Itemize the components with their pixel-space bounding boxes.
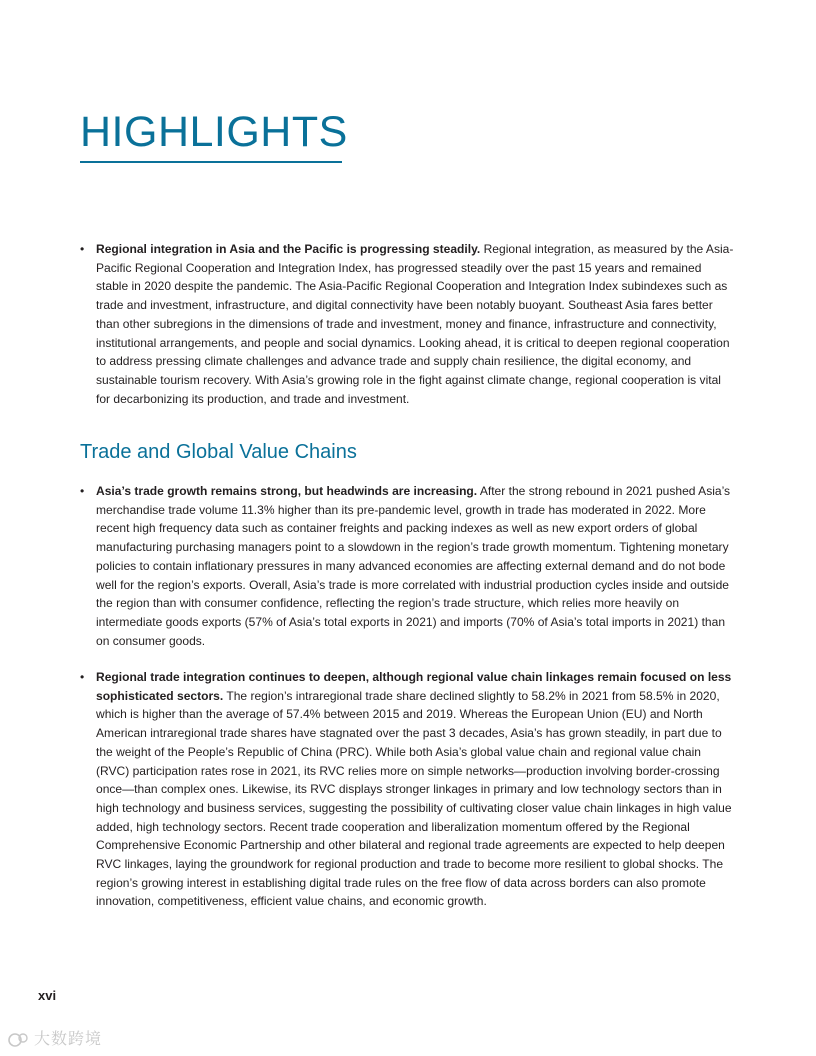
watermark-text: 大数跨境 [34,1031,103,1048]
page-title: HIGHLIGHTS [80,108,348,156]
bullet-marker: • [80,242,85,256]
bullet-lead: Regional trade integration continues to deepen, although regional value chain linkages remain focused on less sophisticated sectors. [96,670,732,703]
trade-integration-bullet [80,668,736,911]
bullet-body: Regional integration, as measured by the Asia-Pacific Regional Cooperation and Integration Index, has progressed steadily over the past 15 years and remained stable in 2020 despite the pandemic. The Asia-Pacific Regional Cooperation and Integration Index subindexes such as trade and investment, infrastructure, and digital connectivity have been notably buoyant. Southeast Asia fares better than other subregions in the dimensions of trade and investment, money and finance, infrastructure and connectivity, institutional arrangements, and people and social dynamics. Looking ahead, it is critical to deepen regional cooperation to address pressing climate challenges and advance trade and supply chain resilience, the digital economy, and sustainable tourism recovery. With Asia’s growing role in the fight against climate change, regional cooperation is vital for decarbonizing its production, and trade and investment. [96,242,734,406]
bullet-marker: • [80,484,85,498]
section-heading: Trade and Global Value Chains [80,441,357,463]
watermark-logo-icon [8,1031,30,1049]
bullet-lead: Asia’s trade growth remains strong, but headwinds are increasing. [96,484,478,498]
bullet-text [96,482,736,650]
bullet-body: The region’s intraregional trade share declined slightly to 58.2% in 2021 from 58.5% in 2020, which is higher than the average of 57.4% between 2015 and 2019. Whereas the European Union (EU) and North American intraregional trade shares have stagnated over the past 3 decades, Asia’s has grown steadily, in part due to the weight of the People’s Republic of China (PRC). While both Asia’s global value chain and regional value chain (RVC) participation rates rose in 2021, its RVC relies more on simple networks—production involving border-crossing once—than complex ones. Likewise, its RVC displays stronger linkages in primary and low technology sectors than in high technology and business services, suggesting the possibility of cultivating closer value chain linkages in high value added, high technology sectors. Recent trade cooperation and liberalization momentum offered by the Regional Comprehensive Economic Partnership and other bilateral and regional trade agreements are expected to help deepen RVC linkages, laying the groundwork for regional production and trade to become more resilient to global shocks. The region’s growing interest in establishing digital trade rules on the free flow of data across borders can also promote innovation, competitiveness, efficient value chains, and economic growth. [96,688,732,909]
bullet-text [96,240,736,408]
intro-bullet [80,240,736,408]
bullet-body: After the strong rebound in 2021 pushed Asia’s merchandise trade volume 11.3% higher than its pre-pandemic level, growth in trade has moderated in 2022. More recent high frequency data such as container freights and packing indexes as well as new export orders of global manufacturing purchasing managers point to a slowdown in the region’s trade growth momentum. Tightening monetary policies to contain inflationary pressures in many advanced economies are affecting external demand and do not bode well for the region’s exports. Overall, Asia’s trade is more correlated with industrial production cycles inside and outside the region than with consumer confidence, reflecting the region’s trade structure, which relies more heavily on intermediate goods exports (57% of Asia’s total exports in 2021) and imports (70% of Asia’s total imports in 2021) than on consumer goods. [96,484,731,648]
bullet-text [96,668,736,911]
trade-growth-bullet [80,482,736,650]
watermark [8,1026,102,1049]
page-number: xvi [38,988,57,1003]
bullet-lead: Regional integration in Asia and the Pacific is progressing steadily. [96,242,481,256]
title-underline [80,161,342,163]
bullet-marker: • [80,670,85,684]
